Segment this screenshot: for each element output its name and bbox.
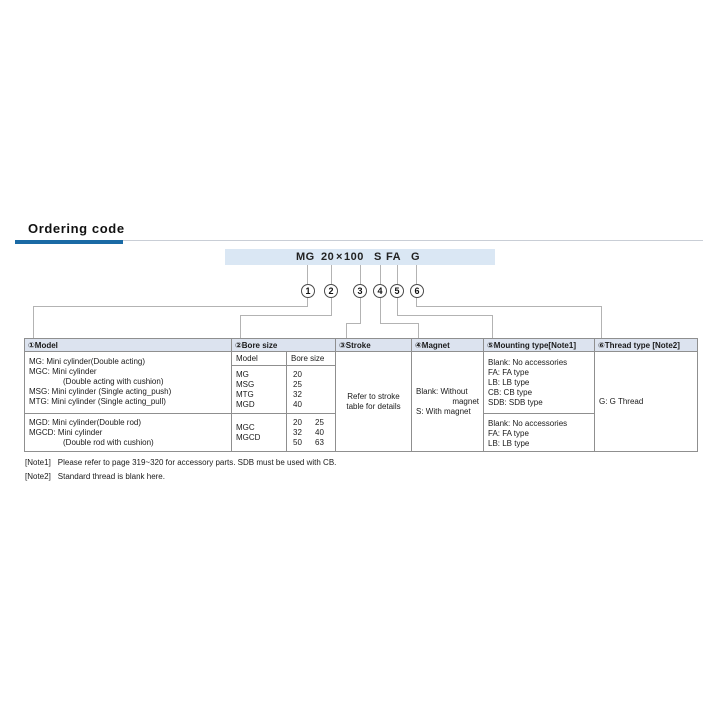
magnet-line: Blank: Without — [416, 386, 468, 396]
mounting-option: Blank: No accessories — [488, 358, 568, 367]
mounting-option: FA: FA type — [488, 429, 529, 438]
header-cell-magnet: ④Magnet — [412, 339, 484, 351]
bore-group-1 — [232, 366, 335, 414]
model-line: MSG: Mini cylinder (Single acting_push) — [29, 387, 172, 396]
note-text: Standard thread is blank here. — [57, 471, 165, 481]
callout-circle-3: 3 — [353, 284, 367, 298]
table-body — [25, 352, 697, 451]
bore-size: 50 — [293, 437, 302, 447]
bore-models-1 — [232, 366, 287, 413]
bore-size: 32 — [293, 390, 302, 399]
bore-model: MTG — [236, 390, 254, 399]
column-stroke — [336, 352, 412, 451]
bore-size: 20 — [293, 370, 302, 379]
mounting-option: Blank: No accessories — [488, 419, 568, 428]
header-cell-stroke: ③Stroke — [336, 339, 412, 351]
code-segment-times: × — [336, 251, 343, 263]
code-segment-magnet: S — [374, 251, 382, 263]
callout-circle-1: 1 — [301, 284, 315, 298]
model-line: (Double rod with cushion) — [63, 438, 154, 447]
bore-group-2 — [232, 414, 335, 451]
bore-size: 40 — [315, 427, 324, 437]
code-segment-bore: 20 — [321, 251, 335, 263]
model-line: MG: Mini cylinder(Double acting) — [29, 357, 146, 366]
mounting-group-1 — [484, 352, 594, 414]
bore-size: 63 — [315, 437, 324, 447]
ordering-table — [24, 338, 698, 452]
model-line: MTG: Mini cylinder (Single acting_pull) — [29, 397, 166, 406]
column-thread-type — [595, 352, 697, 451]
table-header-row — [25, 339, 697, 352]
mounting-group-2 — [484, 414, 594, 451]
code-segment-stroke: 100 — [344, 251, 364, 263]
code-segment-thread: G — [411, 251, 421, 263]
mounting-option: LB: LB type — [488, 439, 530, 448]
section-title: Ordering code — [28, 221, 125, 236]
callout-circle-2: 2 — [324, 284, 338, 298]
bore-sizes-2 — [287, 414, 335, 451]
header-cell-mounting-type: ⑤Mounting type[Note1] — [484, 339, 595, 351]
mounting-option: SDB: SDB type — [488, 398, 543, 407]
bore-model: MG — [236, 370, 249, 379]
model-line: (Double acting with cushion) — [63, 377, 164, 386]
callout-circle-5: 5 — [390, 284, 404, 298]
code-segment-mounting: FA — [386, 251, 402, 263]
code-segment-model: MG — [296, 251, 315, 263]
bore-subheader-model: Model — [232, 352, 287, 365]
model-line: MGD: Mini cylinder(Double rod) — [29, 418, 142, 427]
mounting-option: LB: LB type — [488, 378, 530, 387]
column-bore-size — [232, 352, 336, 451]
bore-size-pair — [293, 428, 335, 438]
callout-circle-4: 4 — [373, 284, 387, 298]
header-cell-model: ①Model — [25, 339, 232, 351]
bore-subheader-row — [232, 352, 335, 366]
model-group-2 — [25, 414, 231, 451]
column-mounting-type — [484, 352, 595, 451]
bore-sizes-1 — [287, 366, 335, 413]
column-model — [25, 352, 232, 451]
note-text: Please refer to page 319~320 for accessory parts. SDB must be used with CB. — [57, 458, 337, 467]
bore-size: 25 — [315, 417, 324, 427]
magnet-cell — [412, 352, 483, 451]
bore-size: 40 — [293, 400, 302, 409]
bore-models-2 — [232, 414, 287, 451]
bore-model: MGCD — [236, 432, 261, 442]
title-accent-bar — [15, 240, 123, 244]
mounting-option: CB: CB type — [488, 388, 533, 397]
bore-size: 25 — [293, 380, 302, 389]
model-line: MGC: Mini cylinder — [29, 367, 97, 376]
note-label: [Note2] — [25, 471, 51, 481]
bore-model: MGC — [236, 422, 255, 432]
bore-size: 20 — [293, 417, 302, 427]
column-magnet — [412, 352, 484, 451]
model-group-1 — [25, 352, 231, 414]
title-rule-line — [123, 240, 703, 241]
mounting-option: FA: FA type — [488, 368, 529, 377]
note-2 — [25, 470, 336, 484]
bore-subheader-size: Bore size — [291, 354, 325, 363]
bore-model: MGD — [236, 400, 255, 409]
notes-section — [25, 456, 336, 483]
model-line: MGCD: Mini cylinder — [29, 428, 103, 437]
bore-size-pair — [293, 438, 335, 448]
magnet-line: magnet — [452, 396, 479, 406]
callout-circle-6: 6 — [410, 284, 424, 298]
stroke-cell: Refer to stroke table for details — [346, 391, 401, 411]
magnet-line: S: With magnet — [416, 406, 471, 416]
bore-model: MSG — [236, 380, 255, 389]
bore-size-pair — [293, 418, 335, 428]
note-label: [Note1] — [25, 458, 51, 467]
note-1 — [25, 456, 336, 470]
bore-size: 32 — [293, 427, 302, 437]
thread-cell: G: G Thread — [599, 397, 644, 406]
header-cell-bore-size: ②Bore size — [232, 339, 336, 351]
header-cell-thread-type: ⑥Thread type [Note2] — [598, 340, 680, 350]
